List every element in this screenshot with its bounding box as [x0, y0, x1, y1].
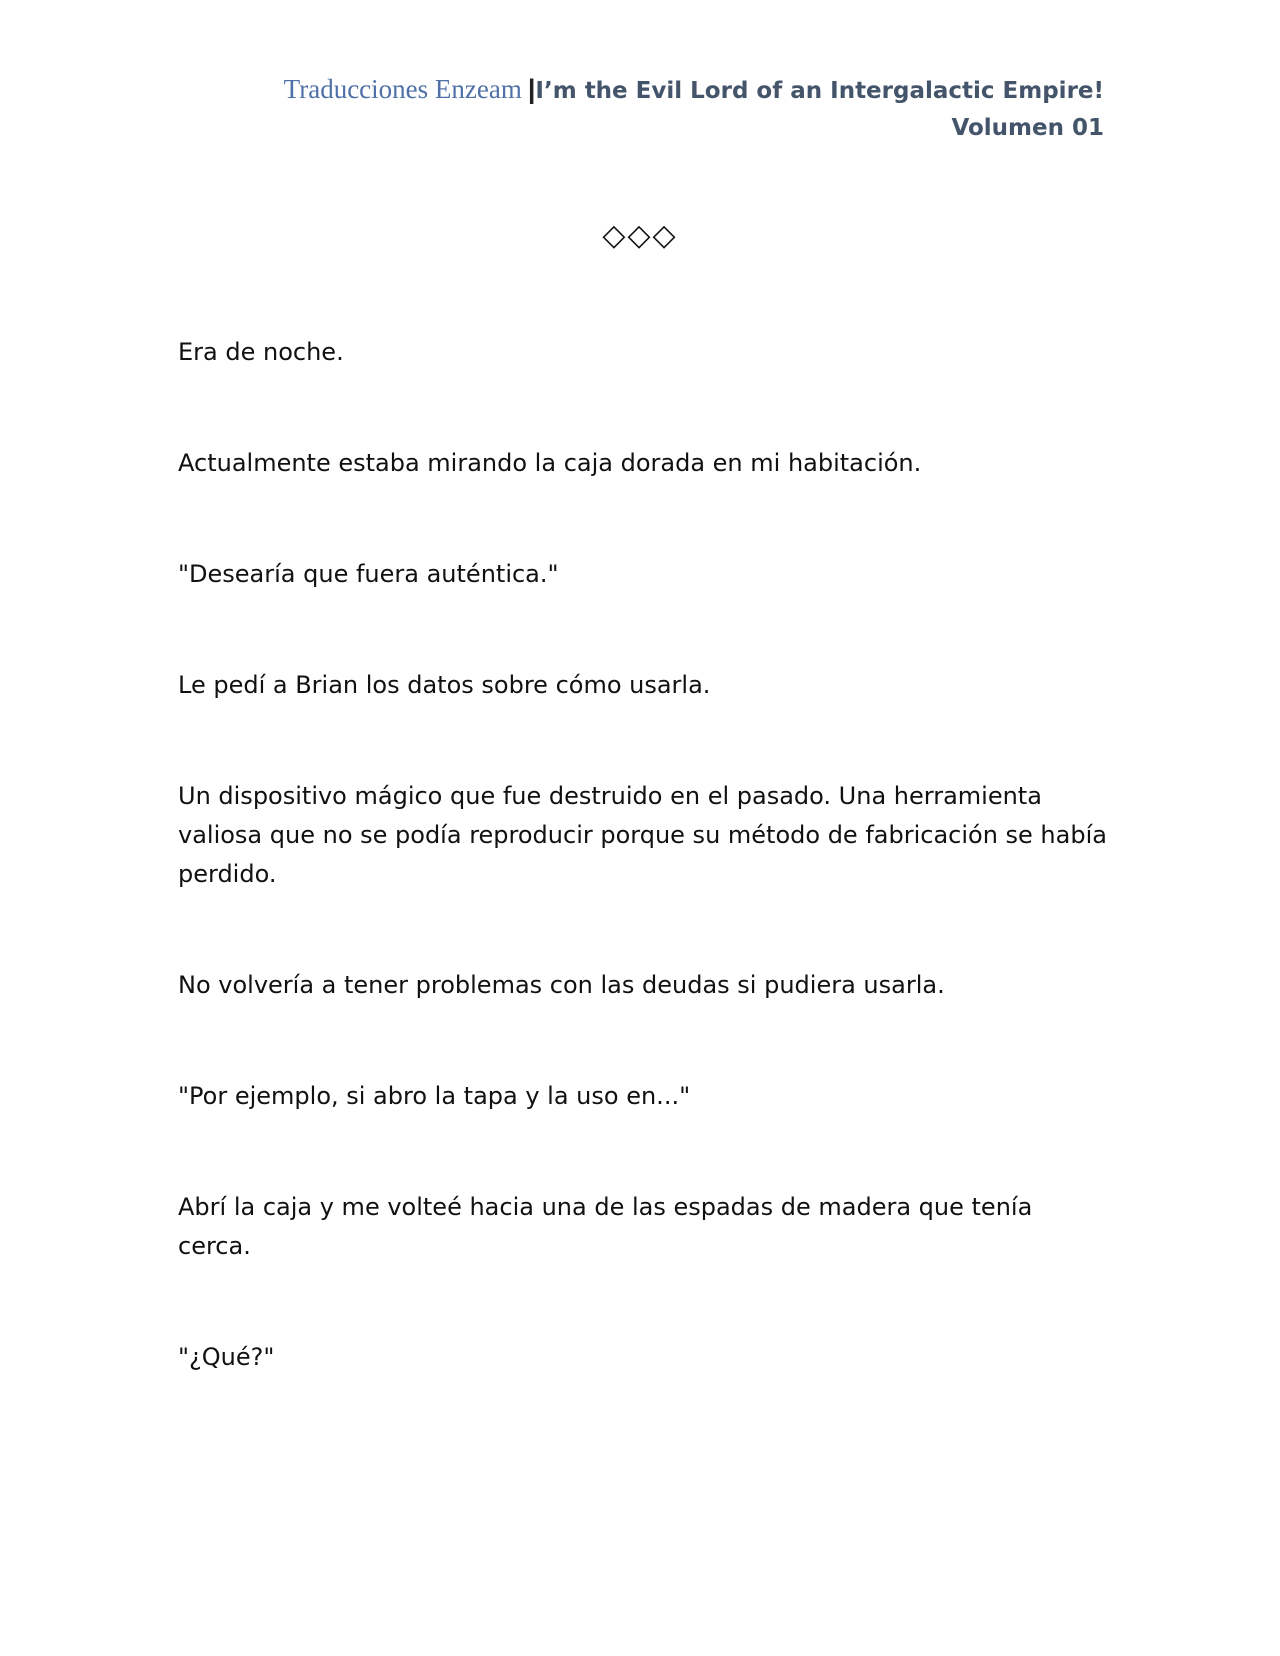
scene-divider-icon: ◇◇◇	[602, 218, 678, 253]
paragraph: Era de noche.	[178, 338, 344, 366]
paragraph: "Desearía que fuera auténtica."	[178, 560, 559, 588]
chapter-body	[178, 333, 1108, 1449]
paragraph: Actualmente estaba mirando la caja dorada en mi habitación.	[178, 449, 922, 477]
translator-brand: Traducciones Enzeam	[283, 74, 522, 104]
header-line-1	[204, 72, 1104, 111]
book-title: I’m the Evil Lord of an Intergalactic Empire!	[535, 78, 1104, 104]
page-header	[204, 72, 1104, 145]
paragraph: "Por ejemplo, si abro la tapa y la uso en..."	[178, 1082, 691, 1110]
paragraph: No volvería a tener problemas con las deudas si pudiera usarla.	[178, 971, 945, 999]
header-separator: |	[527, 74, 536, 104]
paragraph: Le pedí a Brian los datos sobre cómo usarla.	[178, 671, 711, 699]
paragraph: Abrí la caja y me volteé hacia una de las espadas de madera que tenía cerca.	[178, 1193, 1033, 1260]
paragraph: "¿Qué?"	[178, 1343, 275, 1371]
paragraph: Un dispositivo mágico que fue destruido en el pasado. Una herramienta valiosa que no se podía reproducir porque su método de fabricación se había perdido.	[178, 782, 1107, 888]
volume-label: Volumen 01	[951, 115, 1104, 141]
